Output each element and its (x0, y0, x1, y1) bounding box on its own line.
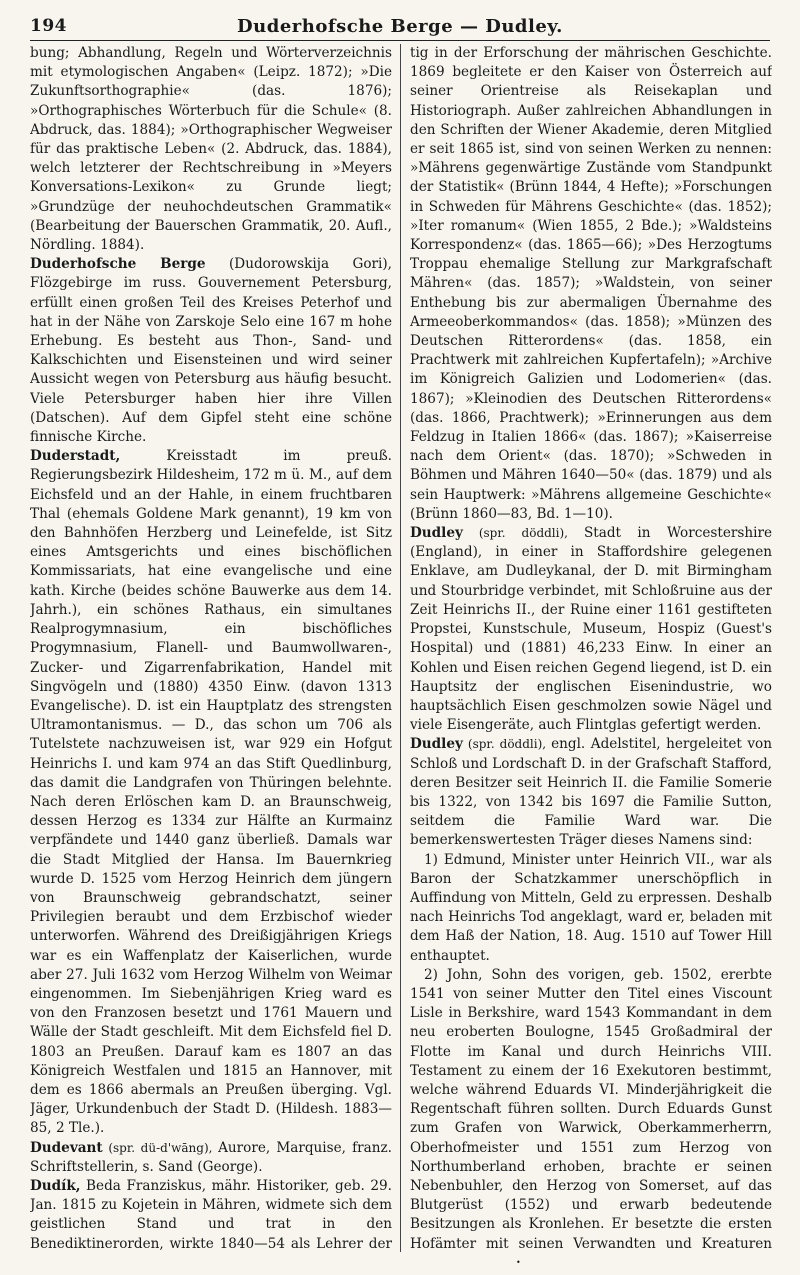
entry-text: Aurore, Marquise, franz. Schriftstellerin, s. Sand (George). (30, 1139, 392, 1175)
entry-dudevant (30, 1139, 392, 1177)
pronunciation: (spr. döddli), (462, 737, 552, 752)
entry-text: Kreisstadt im preuß. Regierungsbezirk Hildesheim, 172 m ü. M., auf dem Eichsfeld und an der Hahle, in einem fruchtbaren Thal (ehemals Goldene Mark genannt), 19 km von den Bahnhöfen Herzberg und Leinefelde, ist Sitz eines Amtsgerichts und eines bischöflichen Kommissariats, hat eine evangelische und eine kath. Kirche (beides schöne Bauwerke aus dem 14. Jahrh.), ein schönes Rathaus, ein simultanes Realprogymnasium, ein bischöfliches Progymnasium, Flanell- und Baumwollwaren-, Zucker- und Zigarrenfabrikation, Handel mit Singvögeln und (1880) 4350 Einw. (davon 1313 Evangelische). D. ist ein Hauptplatz des strengsten Ultramontanismus. — D., das schon um 706 als Tutelstete nachzuweisen ist, war 929 ein Hofgut Heinrichs I. und kam 974 an das Stift Quedlinburg, das damit die Landgrafen von Thüringen belehnte. Nach deren Erlöschen kam D. an Braunschweig, dessen Herzog es 1334 zur Hälfte an Kurmainz verpfändete und 1440 ganz überließ. Damals war die Stadt Mitglied der Hansa. Im Bauernkrieg wurde D. 1525 vom Herzog Heinrich dem jüngern von Braunschweig gebrandschatzt, seiner Privilegien beraubt und dem Erzbischof wieder unterworfen. Während des Dreißigjährigen Kriegs war es ein Waffenplatz der Kaiserlichen, wurde aber 27. Juli 1632 vom Herzog Wilhelm von Weimar eingenommen. Im Siebenjährigen Krieg ward es von den Franzosen besetzt und 1761 Mauern und Wälle der Stadt geschleift. Mit dem Eichsfeld fiel D. 1803 an Preußen. Darauf kam es 1807 an das Königreich Westfalen und 1815 an Hannover, mit dem es 1866 abermals an Preußen überging. Vgl. Jäger, Urkundenbuch der Stadt D. (Hildesh. 1883—85, 2 Tle.). (30, 448, 392, 1137)
entry-headword: Dudík, (30, 1177, 81, 1194)
entry-dudley-title (410, 735, 772, 850)
continuation-text: tig in der Erforschung der mährischen Geschichte. 1869 begleitete er den Kaiser von Österreich auf seiner Orientreise als Reisekaplan und Historiograph. Außer zahlreichen Abhandlungen in den Schriften der Wiener Akademie, deren Mitglied er seit 1865 ist, sind von seinen Werken zu nennen: »Mährens gegenwärtige Zustände vom Standpunkt der Statistik« (Brünn 1844, 4 Hefte); »Forschungen in Schweden für Mährens Geschichte« (das. 1852); »Iter romanum« (Wien 1855, 2 Bde.); »Waldsteins Korrespondenz« (das. 1865—66); »Des Herzogtums Troppau ehemalige Stellung zur Markgrafschaft Mähren« (das. 1857); »Waldstein, von seiner Enthebung bis zur abermaligen Übernahme des Armeeoberkommandos« (das. 1858); »Münzen des Deutschen Ritterordens« (das. 1858, ein Prachtwerk mit zahlreichen Kupfertafeln); »Archive im Königreich Galizien und Lodomerien« (das. 1867); »Kleinodien des Deutschen Ritterordens« (das. 1866, Prachtwerk); »Erinnerungen aus dem Feldzug in Italien 1866« (das. 1867); »Kaiserreise nach dem Orient« (das. 1870); »Schweden in Böhmen und Mähren 1640—50« (das. 1879) und als sein Hauptwerk: »Mährens allgemeine Geschichte« (Brünn 1860—83, Bd. 1—10). (410, 45, 772, 522)
entry-text: engl. Adelstitel, hergeleitet von Schloß und Lordschaft D. in der Grafschaft Stafford, deren Besitzer seit Heinrich II. die Familie Somerie bis 1322, von 1342 bis 1697 die Familie Sutton, seitdem die Familie Ward war. Die bemerkenswertesten Träger dieses Namens sind: (410, 736, 772, 849)
entry-headword: Dudevant (30, 1139, 103, 1156)
entry-headword: Duderstadt, (30, 448, 121, 465)
pronunciation: (spr. döddli), (462, 526, 584, 541)
pronunciation: (spr. dü-d'wāng), (102, 1140, 219, 1155)
running-title: Duderhofsche Berge — Dudley. (237, 16, 563, 37)
entry-text: Beda Franziskus, mähr. Historiker, geb. 29. Jan. 1815 zu Kojetein in Mähren, widmete sich dem geistlichen Stand und trat in den Benediktinerorden, wirkte 1840—54 als Lehrer der (30, 1177, 392, 1252)
entry-headword: Dudley (410, 525, 463, 542)
page-header (30, 14, 770, 41)
entry-text: (Dudorowskija Gori), Flözgebirge im russ. Gouvernement Petersburg, erfüllt einen großen Teil des Kreises Peterhof und hat in der Nähe von Zarskoje Selo eine 167 m hohe Erhebung. Es besteht aus Thon-, Sand- und Kalkschichten und Eisensteinen und wird seiner Aussicht wegen von Petersburg aus häufig besucht. Viele Petersburger haben hier ihre Villen (Datschen). Auf dem Gipfel steht eine schöne finnische Kirche. (30, 256, 392, 446)
entry-dudley-town (410, 524, 772, 735)
entry-headword: Dudley (410, 736, 463, 753)
right-column (410, 44, 772, 1252)
page-number: 194 (30, 16, 67, 36)
entry-duderhofsche-berge (30, 255, 392, 447)
bottom-mark: • (516, 1258, 521, 1267)
entry-text: Stadt in Worcestershire (England), in einer in Staffordshire gelegenen Enklave, am Dudleykanal, der D. mit Birmingham und Stourbridge verbindet, mit Schloßruine aus der Zeit Heinrichs II., der Ruine einer 1161 gestifteten Propstei, Kunstschule, Museum, Hospiz (Guest's Hospital) und (1881) 46,233 Einw. In einer an Kohlen und Eisen reichen Gegend liegend, ist D. ein Hauptsitz der englischen Eisenindustrie, wo hauptsächlich Eisen geschmolzen sowie Nägel und viele Eisengeräte, auch Flintglas gefertigt werden. (410, 525, 772, 734)
entry-dudik (30, 1177, 392, 1252)
entry-duderstadt (30, 447, 392, 1138)
column-divider (400, 44, 401, 1252)
entry-headword: Duderhofsche Berge (30, 256, 206, 273)
subentry-edmund: 1) Edmund, Minister unter Heinrich VII., war als Baron der Schatzkammer unerschöpflich in Auffindung von Mitteln, Geld zu erpressen. Deshalb nach Heinrichs Tod angeklagt, ward er, beladen mit dem Haß der Nation, 18. Aug. 1510 auf Tower Hill enthauptet. (410, 851, 772, 964)
continuation-text: bung; Abhandlung, Regeln und Wörterverzeichnis mit etymologischen Angaben« (Leipz. 1872); »Die Zukunftsorthographie« (das. 1876); »Orthographisches Wörterbuch für die Schule« (8. Abdruck, das. 1884); »Orthographischer Wegweiser für das praktische Leben« (2. Abdruck, das. 1884), welch letzterer der Rechtschreibung in »Meyers Konversations-Lexikon« zu Grunde liegt; »Grundzüge der neuhochdeutschen Grammatik« (Bearbeitung der Bauerschen Grammatik, 20. Aufl., Nördling. 1884). (30, 45, 392, 254)
subentry-john: 2) John, Sohn des vorigen, geb. 1502, ererbte 1541 von seiner Mutter den Titel eines Viscount Lisle in Berkshire, ward 1543 Kommandant in dem neu eroberten Boulogne, 1545 Großadmiral der Flotte im Kanal und durch Heinrichs VIII. Testament zu einem der 16 Exekutoren bestimmt, welche während Eduards VI. Minderjährigkeit die Regentschaft führen sollten. Durch Eduards Gunst zum Grafen von Warwick, Oberkammerherrn, Oberhofmeister und 1551 zum Herzog von Northumberland erhoben, brachte er seinen Nebenbuhler, den Herzog von Somerset, auf das Blutgerüst (1552) und erwarb bedeutende Besitzungen als Kronlehen. Er besetzte die ersten Hofämter mit seinen Verwandten und Kreaturen (410, 966, 772, 1252)
left-column (30, 44, 392, 1252)
